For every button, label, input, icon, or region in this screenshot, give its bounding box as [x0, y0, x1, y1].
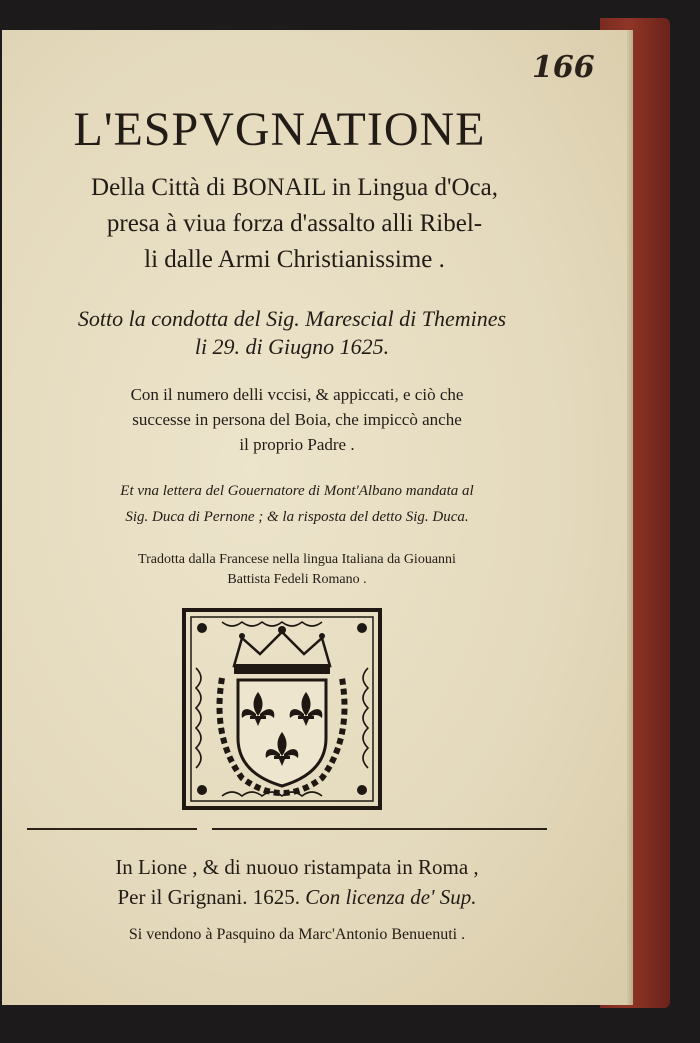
casualties-line: Con il numero delli vccisi, & appiccati, e ciò che — [130, 385, 464, 404]
imprint-license: Con licenza de' Sup. — [305, 885, 477, 909]
casualties-line: il proprio Padre . — [239, 435, 355, 454]
divider-right — [212, 828, 547, 830]
folio-number: 166 — [532, 50, 595, 85]
imprint-printer: Per il Grignani. 1625. — [117, 885, 300, 909]
casualties-line: successe in persona del Boia, che impiccò anche — [132, 410, 462, 429]
coat-of-arms-woodcut-icon — [182, 608, 382, 810]
conduct-line: Sotto la condotta del Sig. Marescial di Themines — [77, 306, 507, 331]
page-title: L'ESPVGNATIONE — [73, 103, 486, 156]
imprint-line — [17, 882, 577, 912]
subtitle-line: Della Città di BONAIL in Lingua d'Oca, — [91, 174, 498, 201]
letter-line: Sig. Duca di Pernone ; & la risposta del detto Sig. Duca. — [125, 509, 469, 525]
letter-line: Et vna lettera del Gouernatore di Mont'Albano mandata al — [120, 483, 474, 499]
casualties-statement — [17, 382, 577, 457]
subtitle-line: presa à viua forza d'assalto alli Ribel- — [106, 210, 483, 237]
imprint — [17, 852, 577, 912]
subtitle — [17, 170, 572, 278]
conduct-line: li 29. di Giugno 1625. — [194, 334, 390, 359]
seller-statement: Si vendono à Pasquino da Marc'Antonio Benuenuti . — [128, 926, 466, 943]
title-page — [2, 30, 627, 1005]
conduct-statement — [12, 305, 572, 361]
translator-line: Tradotta dalla Francese nella lingua Italiana da Giouanni — [138, 552, 456, 567]
translator-statement — [17, 550, 577, 590]
translator-line: Battista Fedeli Romano . — [227, 572, 367, 587]
subtitle-line: li dalle Armi Christianissime . — [144, 246, 445, 273]
letter-statement — [17, 478, 577, 530]
divider-left — [27, 828, 197, 830]
imprint-line: In Lione , & di nuouo ristampata in Roma , — [115, 855, 479, 879]
